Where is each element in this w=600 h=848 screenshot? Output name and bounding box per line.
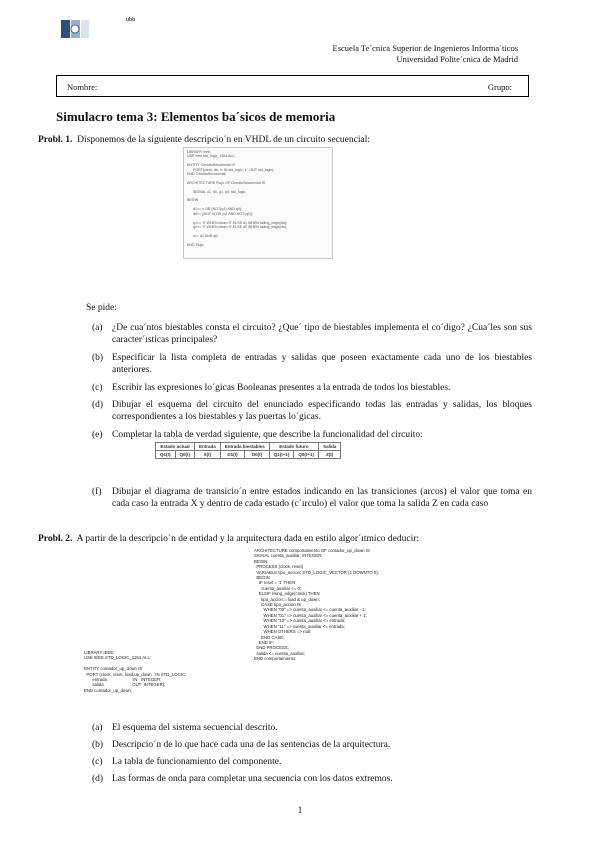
code-line: tipo_accion:= load & up_down; xyxy=(254,596,320,602)
item-mark: (a) xyxy=(92,723,103,733)
code-line: END contador_up_down; xyxy=(84,687,133,693)
code-line: salida <= cuenta_auxiliar; xyxy=(254,650,306,656)
code-line: PORT(clear, clk, x: IN std_logic; z : OUT std_logic); xyxy=(187,167,275,172)
vhdl-code-image xyxy=(82,548,508,694)
problem-1-statement xyxy=(38,134,370,146)
code-line: PORT (clock, reset, load,up_down :IN STD_LOGIC; xyxy=(84,671,187,677)
item-mark: (b) xyxy=(92,740,104,750)
table-group-cell: Entrada biestables xyxy=(220,443,269,451)
code-line: salida : OUT INTEGER); xyxy=(84,682,166,688)
code-line: SIGNAL cuenta_auxiliar: INTEGER; xyxy=(254,553,323,559)
item-mark: (d) xyxy=(92,400,104,410)
item-text: ¿De cua´ntos biestables consta el circuito? ¿Que´ tipo de biestables implementa el co´digo? ¿Cua´les son sus caracter´ısticas principales? xyxy=(112,323,532,345)
name-label: Nombre: xyxy=(67,82,98,92)
code-line: z<= q1 AND q0; xyxy=(187,233,219,238)
problem-1-label: Probl. 1. xyxy=(38,135,73,145)
item-mark: (f) xyxy=(92,487,102,497)
truth-table-group-row xyxy=(156,443,341,451)
table-header-cell: D0(t) xyxy=(245,451,270,459)
code-line: WHEN "11" => cuenta_auxiliar <= entrada; xyxy=(254,623,345,629)
table-header-cell: Q1(t+1) xyxy=(269,451,294,459)
table-group-cell: Entrada xyxy=(195,443,221,451)
table-group-cell: Estado futuro xyxy=(269,443,318,451)
university-line: Universidad Polite´cnica de Madrid xyxy=(396,54,518,64)
code-line: d1<= x OR (NOT(q1) AND q0); xyxy=(187,207,243,212)
item-text: Escribir las expresiones lo´gicas Booleanas presentes a la entrada de todos los biestables. xyxy=(112,383,451,393)
item-text: Completar la tabla de verdad siguiente, que describe la funcionalidad del circuito: xyxy=(112,430,423,440)
group-label: Grupo: xyxy=(487,82,512,92)
item-text: Las formas de onda para completar una secuencia con los datos extremos. xyxy=(112,774,393,784)
name-group-box xyxy=(56,75,529,97)
code-line: entrada :IN INTEGER; xyxy=(84,677,162,683)
page-number: 1 xyxy=(297,806,303,816)
code-line: ARCHITECTURE Flujo OF CircuitoSecuencial IS xyxy=(187,180,266,185)
university-logo-icon xyxy=(60,18,90,40)
item-mark: (e) xyxy=(92,430,103,440)
code-line: ARCHITECTURE comportamiento OF contador_up_down IS xyxy=(254,548,370,553)
code-line: ELSIF rising_edge(clock) THEN xyxy=(254,591,320,597)
code-line: END PROCESS; xyxy=(254,645,289,651)
code-line: q1<= '0' WHEN clear='0' ELSE d1 WHEN falling_edge(clk); xyxy=(187,220,288,225)
code-line: LIBRARY ieee; xyxy=(187,150,212,154)
table-header-cell: X(t) xyxy=(195,451,221,459)
entity-code xyxy=(84,650,186,693)
code-line: q0<= '0' WHEN clear='0' ELSE d0 WHEN falling_edge(clk); xyxy=(187,224,288,229)
code-line: END CASE; xyxy=(254,634,285,640)
item-text: El esquema del sistema secuencial descrito. xyxy=(112,723,278,733)
item-text: La tabla de funcionamiento del componente. xyxy=(112,757,282,767)
item-mark: (b) xyxy=(92,353,104,363)
code-line: END Flujo; xyxy=(187,242,205,247)
code-line: WHEN "00" => cuenta_auxiliar <= cuenta_auxiliar - 1; xyxy=(254,607,366,613)
code-line: END comportamiento; xyxy=(254,656,297,662)
code-line: WHEN "01" => cuenta_auxiliar <= cuenta_auxiliar + 1; xyxy=(254,612,367,618)
code-line: SIGNAL d1, d0, q1, q0: std_logic; xyxy=(187,189,247,194)
item-text: Dibujar el diagrama de transicio´n entre estados indicando en las transiciones (arcos) el valor que toma en cada caso la entrada X y dentro de cada estado (c´ırculo) el valor que toma la salida Z en cada caso xyxy=(112,487,532,509)
item-text: Especificar la lista completa de entradas y salidas que poseen exactamente cada uno de los biestables anteriores. xyxy=(112,353,532,375)
code-line: CASE tipo_accion IS xyxy=(254,602,302,608)
code-line: ENTITY contador_up_down IS xyxy=(84,666,143,672)
code-line: cuenta_auxiliar <= 0; xyxy=(254,585,302,591)
code-line: WHEN "10" => cuenta_auxiliar <= entrada; xyxy=(254,618,346,624)
item-mark: (a) xyxy=(92,323,103,333)
code-line: BEGIN xyxy=(254,575,270,581)
problem-2-text: A partir de la descripcio´n de entidad y la arquitectura dada en estilo algor´ıtmico deducir: xyxy=(76,534,420,544)
code-line: USE IEEE.STD_LOGIC_1164.ALL; xyxy=(84,655,152,661)
item-mark: (d) xyxy=(92,774,104,784)
code-line: BEGIN xyxy=(187,198,199,203)
table-group-cell: Salida xyxy=(319,443,341,451)
code-line: WHEN OTHERS => null; xyxy=(254,629,312,635)
architecture-code xyxy=(254,548,379,662)
logo-mark: ubb xyxy=(126,17,136,23)
school-name xyxy=(333,43,518,65)
truth-table-header-row xyxy=(156,451,341,459)
truth-table xyxy=(155,442,341,459)
item-text: Descripcio´n de lo que hace cada una de las sentencias de la arquitectura. xyxy=(112,740,391,750)
vhdl-code-snippet xyxy=(183,147,333,259)
code-line: d0<= (NOT x) OR (q1 AND NOT(q0)); xyxy=(187,211,254,216)
code-line: IF reset = '1' THEN xyxy=(254,580,296,586)
table-header-cell: Z(t) xyxy=(319,451,341,459)
item-text: Dibujar el esquema del circuito del enunciado especificando todas las entradas y salidas, los bloques correspondientes a los biestables y las puertas lo´gicas. xyxy=(112,400,532,422)
table-group-cell: Estado actual xyxy=(156,443,195,451)
code-line: BEGIN xyxy=(254,558,268,564)
table-header-cell: Q0(t) xyxy=(175,451,195,459)
code-line: PROCESS (clock, reset) xyxy=(254,564,304,570)
problem-2-statement xyxy=(38,533,419,545)
item-mark: (c) xyxy=(92,383,103,393)
code-line: USE ieee.std_logic_1164.ALL; xyxy=(187,154,236,159)
code-line: END IF; xyxy=(254,639,275,645)
se-pide-label: Se pide: xyxy=(86,303,117,313)
code-line: VARIABLE tipo_accion: STD_LOGIC_VECTOR (1 DOWNTO 0); xyxy=(254,569,379,575)
code-line: ENTITY CircuitoSecuencial IS xyxy=(187,163,235,168)
item-mark: (c) xyxy=(92,757,103,767)
school-line-1: Escuela Te´cnica Superior de Ingenieros Informa´ticos xyxy=(332,43,518,53)
page-title: Simulacro tema 3: Elementos ba´sicos de memoria xyxy=(56,109,336,124)
code-line: END CircuitoSecuencial; xyxy=(187,172,227,177)
code-line: LIBRARY IEEE; xyxy=(84,650,115,655)
table-header-cell: Q1(t) xyxy=(156,451,176,459)
problem-1-text: Disponemos de la siguiente descripcio´n en VHDL de un circuito secuencial: xyxy=(77,135,370,145)
table-header-cell: D1(t) xyxy=(220,451,245,459)
table-header-cell: Q0(t+1) xyxy=(294,451,319,459)
problem-2-label: Probl. 2. xyxy=(38,534,73,544)
